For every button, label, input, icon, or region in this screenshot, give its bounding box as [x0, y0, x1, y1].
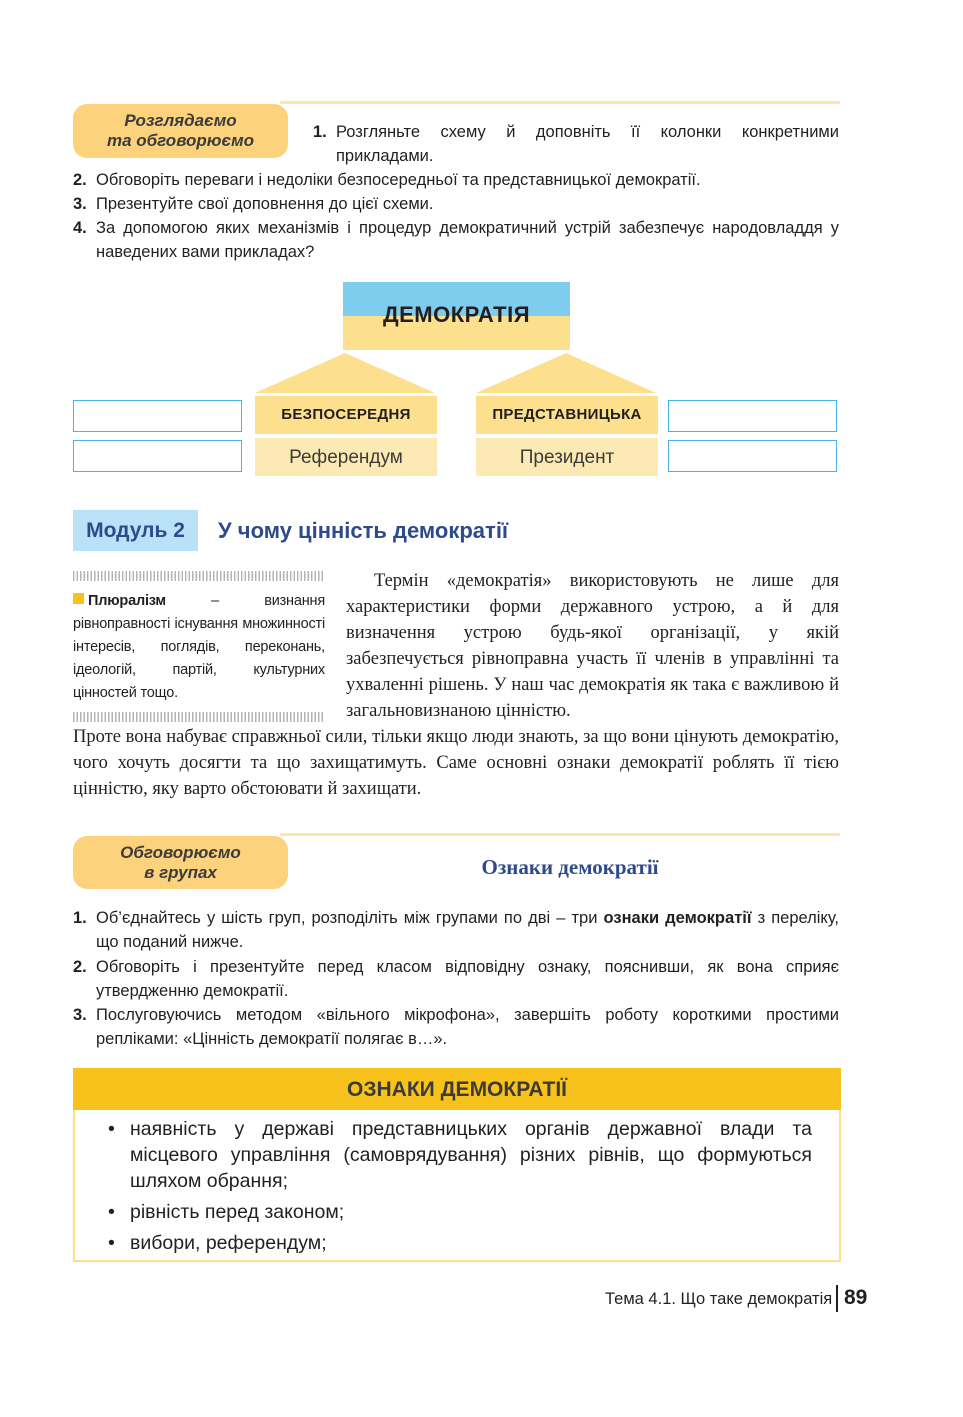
- scheme-direct-head: БЕЗПОСЕРЕДНЯ: [255, 396, 437, 434]
- question-text: з переліку, що поданий нижче.: [96, 909, 839, 951]
- blank-box: [73, 440, 242, 472]
- module-title: У чому цінність демократії: [218, 518, 509, 543]
- activity-badge-line: Розглядаємо: [124, 111, 237, 130]
- question-text: Презентуйте свої доповнення до цієї схеми.: [96, 195, 434, 213]
- activity-badge-line: та обговорюємо: [106, 131, 255, 150]
- module-badge: Модуль 2: [73, 510, 198, 551]
- footer-divider: [836, 1285, 838, 1312]
- question-number: 3.: [73, 1006, 87, 1024]
- bullet-icon: •: [108, 1118, 115, 1140]
- question-number: 1.: [73, 909, 87, 927]
- question-text: Послуговуючись методом «вільного мікрофона», завершіть роботу короткими простими репліками: «Цінність демократії полягає в…».: [96, 1006, 839, 1048]
- activity-divider: [280, 833, 840, 836]
- glossary-term: Плюралізм: [88, 593, 166, 609]
- paragraph-full: Проте вона набуває справжньої сили, тільки якщо люди знають, за що вони цінують демократію, чого хочуть досягти та що захищатимуть. Саме основні ознаки демократії роблять її тією цінністю, яку варто обстоювати й захищати.: [73, 727, 839, 799]
- features-list: [108, 1116, 812, 1261]
- question-item: [73, 1003, 839, 1051]
- activity-badge-line: в групах: [144, 862, 217, 882]
- scheme-representative-example: Президент: [476, 438, 658, 476]
- blank-box: [668, 400, 837, 432]
- activity-badge-line: Обговорюємо: [120, 842, 241, 862]
- question-item: [73, 192, 839, 216]
- list-item: [108, 1116, 812, 1194]
- footer-topic: Тема 4.1. Що таке демократія: [605, 1290, 833, 1308]
- scheme-direct-example: Референдум: [255, 438, 437, 476]
- scheme-representative-head: ПРЕДСТАВНИЦЬКА: [476, 396, 658, 434]
- section-title: Ознаки демократії: [481, 855, 659, 879]
- feature-text: наявність у державі представницьких органів державної влади та місцевого управління (самоврядування) різних рівнів, що формуються шляхом обрання;: [130, 1118, 812, 1192]
- glossary-entry: [73, 590, 325, 705]
- question-item: [73, 906, 839, 954]
- question-number: 3.: [73, 195, 87, 213]
- question-emphasis: ознаки демократії: [603, 909, 752, 927]
- question-text: Об’єднайтесь у шість груп, розподіліть між групами по дві – три: [96, 909, 604, 927]
- question-text: Обговоріть і презентуйте перед класом відповідну ознаку, пояснивши, як вона сприяє утвердженню демократії.: [96, 958, 839, 1000]
- question-text: Обговоріть переваги і недоліки безпосередньої та представницької демократії.: [96, 171, 701, 189]
- bullet-icon: •: [108, 1201, 115, 1223]
- question-number: 2.: [73, 958, 87, 976]
- list-item: [108, 1230, 812, 1256]
- blank-box: [73, 400, 242, 432]
- blank-box: [668, 440, 837, 472]
- question-text: Розгляньте схему й доповніть її колонки конкретними прикладами.: [336, 123, 839, 165]
- square-bullet-icon: [73, 593, 84, 604]
- feature-text: вибори, референдум;: [130, 1232, 327, 1254]
- glossary-definition: – визнання рівноправності існування множинності інтересів, поглядів, переконань, ідеологій, партій, культурних цінностей тощо.: [73, 593, 325, 701]
- question-text: За допомогою яких механізмів і процедур демократичний устрій забезпечує народовладдя у наведених вами прикладах?: [96, 219, 839, 261]
- paragraph-side: Термін «демократія» використовують не лише для характеристики форми державного устрою, а й для визначення устрою будь-якої організації, у якій забезпечується рівноправна участь її членів в управлінні та ухваленні рішень. У наш час демократія як така є важливою й загальновизнаною цінністю.: [346, 571, 839, 721]
- scheme-arrow-right: [476, 353, 656, 393]
- activity-badge: [73, 836, 288, 889]
- bullet-icon: •: [108, 1232, 115, 1254]
- question-item: [73, 955, 839, 1003]
- activity-divider: [280, 101, 840, 104]
- activity-badge: [73, 104, 288, 158]
- question-number: 2.: [73, 171, 87, 189]
- glossary-divider: [73, 571, 325, 581]
- features-title: ОЗНАКИ ДЕМОКРАТІЇ: [73, 1068, 841, 1110]
- glossary-divider: [73, 712, 325, 722]
- question-item: [73, 216, 839, 264]
- feature-text: рівність перед законом;: [130, 1201, 345, 1223]
- question-number: 4.: [73, 219, 87, 237]
- scheme-root: [343, 282, 570, 350]
- question-number: 1.: [313, 123, 327, 141]
- scheme-arrow-left: [255, 353, 435, 393]
- question-item: [73, 168, 839, 192]
- list-item: [108, 1199, 812, 1225]
- question-item: [313, 120, 839, 168]
- page-number: 89: [844, 1286, 868, 1309]
- scheme-title: ДЕМОКРАТІЯ: [382, 302, 531, 327]
